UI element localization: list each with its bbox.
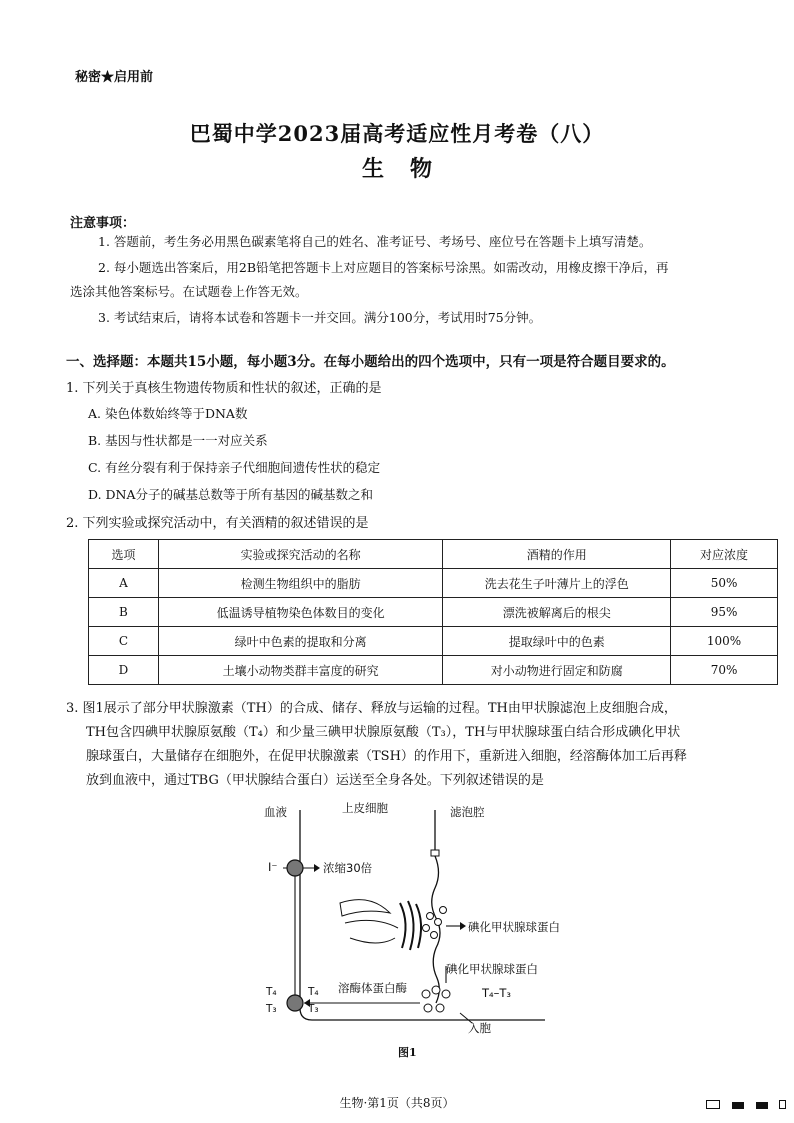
vesicle: [432, 986, 440, 994]
er-membrane: [340, 900, 390, 916]
table-header-row: [89, 540, 778, 569]
q1-stem: 1. 下列关于真核生物遗传物质和性状的叙述，正确的是: [66, 381, 382, 396]
label-follicle-lumen: 滤泡腔: [450, 805, 485, 819]
mark-empty: [706, 1100, 720, 1109]
label-t3-left: T₃: [266, 1003, 277, 1015]
section-heading: 一、选择题：本题共15小题，每小题3分。在每小题给出的四个选项中，只有一项是符合题目要求的。: [66, 354, 675, 370]
table-cell: 提取绿叶中的色素: [443, 627, 671, 656]
q1-option-c: C. 有丝分裂有利于保持亲子代细胞间遗传性状的稳定: [88, 460, 381, 475]
vesicle: [424, 1004, 432, 1012]
golgi-stack: [400, 903, 406, 948]
notice-item: 3. 考试结束后，请将本试卷和答题卡一并交回。满分100分，考试用时75分钟。: [98, 310, 542, 325]
label-t4-t3: T₄–T₃: [482, 986, 512, 1000]
mark-filled: [732, 1102, 744, 1109]
golgi-stack: [408, 901, 414, 950]
q1-option-a: A. 染色体数始终等于DNA数: [88, 406, 248, 421]
mark-filled: [756, 1102, 768, 1109]
notice-item: 2. 每小题选出答案后，用2B铅笔把答题卡上对应题目的答案标号涂黑。如需改动，用橡皮擦干净后，再: [98, 260, 669, 275]
label-iodide: I⁻: [268, 860, 278, 874]
table-row: [89, 569, 778, 598]
scan-marks: [706, 1098, 786, 1112]
figure-1: [250, 798, 570, 1048]
apical-membrane: [432, 856, 440, 1003]
mark-small: [779, 1100, 786, 1109]
vesicle: [423, 925, 430, 932]
golgi-stack: [416, 904, 421, 948]
table-header: 酒精的作用: [443, 540, 671, 569]
tight-junction: [431, 850, 439, 856]
secret-label: 秘密★启用前: [75, 70, 154, 85]
vesicle: [435, 919, 442, 926]
vesicle: [440, 907, 447, 914]
label-t4-right: T₄: [308, 986, 319, 998]
table-cell: 对小动物进行固定和防腐: [443, 656, 671, 685]
q1-option-b: B. 基因与性状都是一一对应关系: [88, 433, 268, 448]
table-cell: 低温诱导植物染色体数目的变化: [158, 598, 443, 627]
table-cell: A: [89, 569, 159, 598]
label-blood: 血液: [264, 805, 287, 819]
notice-item: 选涂其他答案标号。在试题卷上作答无效。: [70, 284, 308, 299]
table-header: 选项: [89, 540, 159, 569]
table-header: 实验或探究活动的名称: [158, 540, 443, 569]
vesicle: [427, 913, 434, 920]
q2-table: [88, 539, 778, 685]
q3-line: TH包含四碘甲状腺原氨酸（T₄）和少量三碘甲状腺原氨酸（T₃），TH与甲状腺球蛋白结合形成碘化甲状: [86, 725, 681, 740]
notice-item: 1. 答题前，考生务必用黑色碳素笔将自己的姓名、准考证号、考场号、座位号在答题卡上填写清楚。: [98, 234, 652, 249]
label-t3-right: T₃: [308, 1003, 319, 1015]
label-endocytosis: 入胞: [468, 1021, 491, 1035]
table-row: [89, 656, 778, 685]
table-cell: B: [89, 598, 159, 627]
label-t4-left: T₄: [266, 986, 277, 998]
table-cell: 95%: [671, 598, 778, 627]
vesicle: [422, 990, 430, 998]
table-header: 对应浓度: [671, 540, 778, 569]
table-cell: 洗去花生子叶薄片上的浮色: [443, 569, 671, 598]
page-footer: 生物·第1页（共8页）: [339, 1096, 455, 1110]
iodide-transporter: [287, 860, 303, 876]
table-cell: 70%: [671, 656, 778, 685]
arrow-head: [314, 864, 320, 872]
q3-stem: [66, 697, 786, 793]
table-cell: 100%: [671, 627, 778, 656]
table-row: [89, 627, 778, 656]
table-cell: C: [89, 627, 159, 656]
er-membrane: [345, 920, 398, 928]
label-iodinated-thyroglobulin-secreted: 碘化甲状腺球蛋白: [468, 920, 560, 934]
hormone-transporter: [287, 995, 303, 1011]
vesicle: [442, 990, 450, 998]
notice-heading: 注意事项：: [70, 216, 136, 231]
table-row: [89, 598, 778, 627]
exam-subject: 生物: [361, 156, 458, 182]
table-cell: 漂洗被解离后的根尖: [443, 598, 671, 627]
q2-stem: 2. 下列实验或探究活动中，有关酒精的叙述错误的是: [66, 516, 369, 531]
table-cell: 50%: [671, 569, 778, 598]
q3-line: 放到血液中，通过TBG（甲状腺结合蛋白）运送至全身各处。下列叙述错误的是: [86, 773, 544, 788]
label-iodinated-thyroglobulin-reabsorbed: 碘化甲状腺球蛋白: [446, 962, 538, 976]
label-concentrate: 浓缩30倍: [323, 861, 373, 875]
notice-list: [70, 232, 730, 328]
er-membrane: [350, 938, 395, 943]
q1-option-d: D. DNA分子的碱基总数等于所有基因的碱基数之和: [88, 487, 374, 502]
table-cell: 绿叶中色素的提取和分离: [158, 627, 443, 656]
figure-caption: 图1: [398, 1046, 417, 1059]
q3-line: 3. 图1展示了部分甲状腺激素（TH）的合成、储存、释放与运输的过程。TH由甲状腺滤泡上皮细胞合成，: [66, 701, 677, 716]
label-epithelial-cell: 上皮细胞: [342, 801, 388, 815]
exam-title: 巴蜀中学2023届高考适应性月考卷（八）: [189, 121, 605, 146]
vesicle: [431, 932, 438, 939]
vesicle: [436, 1004, 444, 1012]
table-cell: 检测生物组织中的脂肪: [158, 569, 443, 598]
table-cell: 土壤小动物类群丰富度的研究: [158, 656, 443, 685]
table-cell: D: [89, 656, 159, 685]
label-lysosomal-protease: 溶酶体蛋白酶: [338, 981, 407, 995]
q3-line: 腺球蛋白，大量储存在细胞外，在促甲状腺激素（TSH）的作用下，重新进入细胞，经溶酶体加工后再释: [86, 749, 687, 764]
arrow-head: [460, 922, 466, 930]
